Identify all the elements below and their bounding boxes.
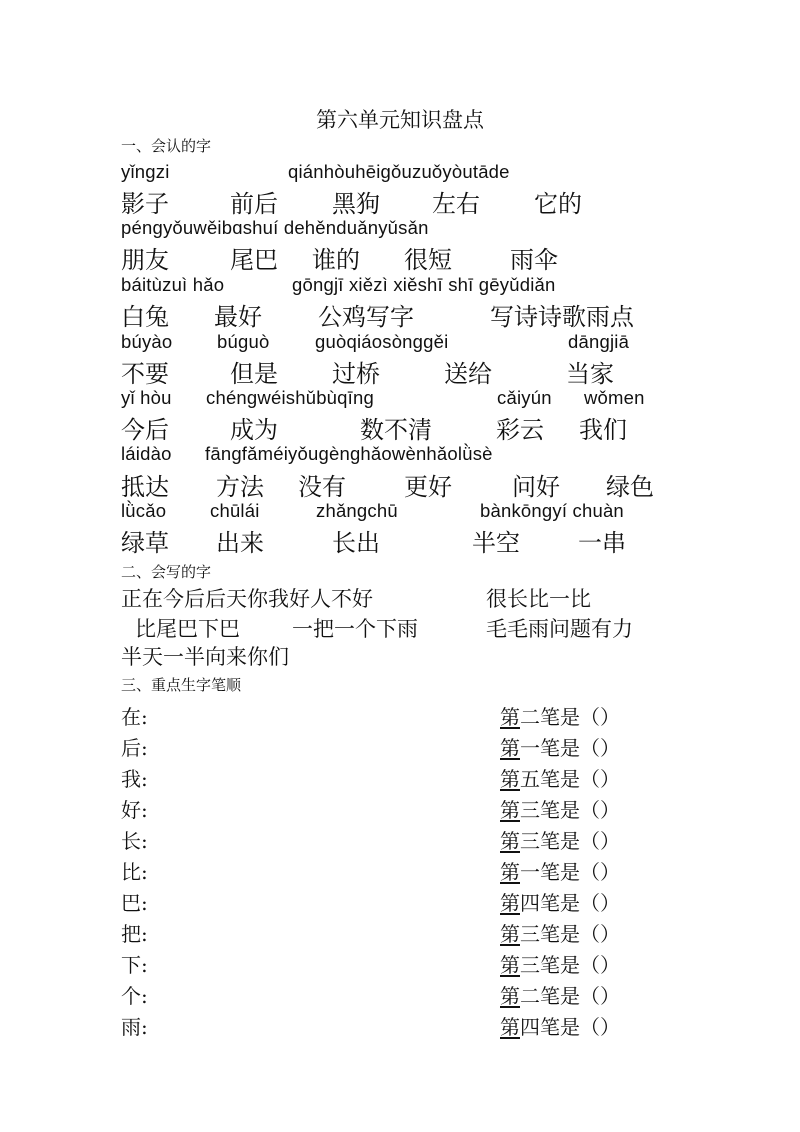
hanzi-word: 成为 [230, 416, 278, 444]
hanzi-word: 当家 [566, 360, 614, 388]
stroke-char: 我: [121, 767, 148, 791]
stroke-rest: 二笔是（） [520, 984, 620, 1008]
hanzi-word: 但是 [230, 360, 278, 388]
stroke-question [500, 763, 620, 792]
stroke-question [500, 856, 620, 885]
page-title: 第六单元知识盘点 [316, 108, 484, 132]
hanzi-word: 彩云 [496, 416, 544, 444]
pinyin-text: dāngjiā [568, 331, 630, 352]
hanzi-word: 前后 [230, 190, 278, 218]
stroke-char: 个: [121, 984, 148, 1008]
hanzi-word: 方法 [216, 473, 264, 501]
pinyin-text: cǎiyún [497, 387, 552, 408]
hanzi-word: 很短 [404, 246, 452, 274]
hanzi-word: 送给 [444, 360, 492, 388]
stroke-char: 在: [121, 705, 148, 729]
hanzi-word: 一串 [578, 529, 626, 557]
stroke-char: 比: [121, 860, 148, 884]
hanzi-word: 雨伞 [510, 246, 558, 274]
hanzi-word: 它的 [534, 190, 582, 218]
hanzi-word: 谁的 [312, 246, 360, 274]
writing-chars: 比尾巴下巴 [135, 617, 240, 641]
stroke-rest: 三笔是（） [520, 953, 620, 977]
hanzi-word: 数不清 [360, 416, 432, 444]
stroke-prefix: 第 [500, 953, 520, 977]
hanzi-word: 更好 [404, 473, 452, 501]
stroke-question [500, 980, 620, 1009]
section-heading-write: 二、会写的字 [121, 563, 212, 581]
stroke-prefix: 第 [500, 984, 520, 1008]
stroke-question [500, 732, 620, 761]
stroke-prefix: 第 [500, 922, 520, 946]
stroke-question [500, 701, 620, 730]
writing-chars: 半天一半向来你们 [121, 645, 289, 669]
hanzi-word: 绿草 [121, 529, 169, 557]
section-heading-recognize: 一、会认的字 [121, 137, 212, 155]
hanzi-word: 出来 [216, 529, 264, 557]
writing-chars: 正在今后后天你我好人不好 [121, 587, 373, 611]
writing-chars: 毛毛雨问题有力 [486, 617, 633, 641]
section-heading-stroke-order: 三、重点生字笔顺 [121, 676, 242, 694]
stroke-rest: 四笔是（） [520, 1015, 620, 1039]
pinyin-text: yǐngzi [121, 161, 170, 182]
stroke-prefix: 第 [500, 860, 520, 884]
hanzi-word: 朋友 [121, 246, 169, 274]
hanzi-word: 公鸡写字 [318, 303, 414, 331]
hanzi-word: 过桥 [332, 360, 380, 388]
stroke-rest: 一笔是（） [520, 860, 620, 884]
hanzi-word: 影子 [121, 190, 169, 218]
hanzi-word: 我们 [579, 416, 627, 444]
stroke-prefix: 第 [500, 1015, 520, 1039]
stroke-char: 好: [121, 798, 148, 822]
pinyin-text: guòqiáosònggěi [315, 331, 449, 352]
pinyin-text: péngyǒuwěibɑshuí dehěnduǎnyǔsǎn [121, 217, 429, 238]
stroke-prefix: 第 [500, 767, 520, 791]
hanzi-word: 今后 [121, 416, 169, 444]
stroke-char: 雨: [121, 1015, 148, 1039]
stroke-rest: 五笔是（） [520, 767, 620, 791]
stroke-rest: 三笔是（） [520, 922, 620, 946]
hanzi-word: 最好 [214, 303, 262, 331]
pinyin-text: chéngwéishǔbùqīng [206, 387, 374, 408]
hanzi-word: 绿色 [606, 473, 654, 501]
writing-chars: 一把一个下雨 [292, 617, 418, 641]
stroke-prefix: 第 [500, 891, 520, 915]
hanzi-word: 不要 [121, 360, 169, 388]
pinyin-text: chūlái [210, 500, 260, 521]
hanzi-word: 尾巴 [230, 246, 278, 274]
writing-chars: 很长比一比 [486, 587, 591, 611]
pinyin-text: gōngjī xiězì xiěshī shī gēyǔdiǎn [292, 274, 556, 295]
pinyin-text: yǐ hòu [121, 387, 172, 408]
stroke-question [500, 825, 620, 854]
stroke-rest: 三笔是（） [520, 829, 620, 853]
pinyin-text: búguò [217, 331, 270, 352]
hanzi-word: 左右 [432, 190, 480, 218]
pinyin-text: fāngfǎméiyǒugènghǎowènhǎolǜsè [205, 443, 493, 464]
stroke-question [500, 794, 620, 823]
stroke-char: 长: [121, 829, 148, 853]
hanzi-word: 白兔 [121, 303, 169, 331]
stroke-prefix: 第 [500, 705, 520, 729]
stroke-question [500, 949, 620, 978]
stroke-question [500, 1011, 620, 1040]
stroke-prefix: 第 [500, 798, 520, 822]
hanzi-word: 没有 [298, 473, 346, 501]
hanzi-word: 黑狗 [332, 190, 380, 218]
hanzi-word: 长出 [332, 529, 380, 557]
stroke-prefix: 第 [500, 829, 520, 853]
stroke-question [500, 918, 620, 947]
stroke-char: 下: [121, 953, 148, 977]
pinyin-text: lǜcǎo [121, 500, 167, 521]
stroke-prefix: 第 [500, 736, 520, 760]
stroke-char: 巴: [121, 891, 148, 915]
stroke-char: 把: [121, 922, 148, 946]
pinyin-text: láidào [121, 443, 172, 464]
hanzi-word: 写诗诗歌雨点 [490, 303, 634, 331]
hanzi-word: 问好 [512, 473, 560, 501]
stroke-char: 后: [121, 736, 148, 760]
hanzi-word: 半空 [472, 529, 520, 557]
hanzi-word: 抵达 [121, 473, 169, 501]
pinyin-text: qiánhòuhēigǒuzuǒyòutāde [288, 161, 510, 182]
pinyin-text: zhǎngchū [316, 500, 398, 521]
stroke-question [500, 887, 620, 916]
stroke-rest: 三笔是（） [520, 798, 620, 822]
stroke-rest: 四笔是（） [520, 891, 620, 915]
stroke-rest: 二笔是（） [520, 705, 620, 729]
pinyin-text: bànkōngyí chuàn [480, 500, 624, 521]
pinyin-text: búyào [121, 331, 173, 352]
stroke-rest: 一笔是（） [520, 736, 620, 760]
pinyin-text: báitùzuì hǎo [121, 274, 225, 295]
pinyin-text: wǒmen [584, 387, 645, 408]
